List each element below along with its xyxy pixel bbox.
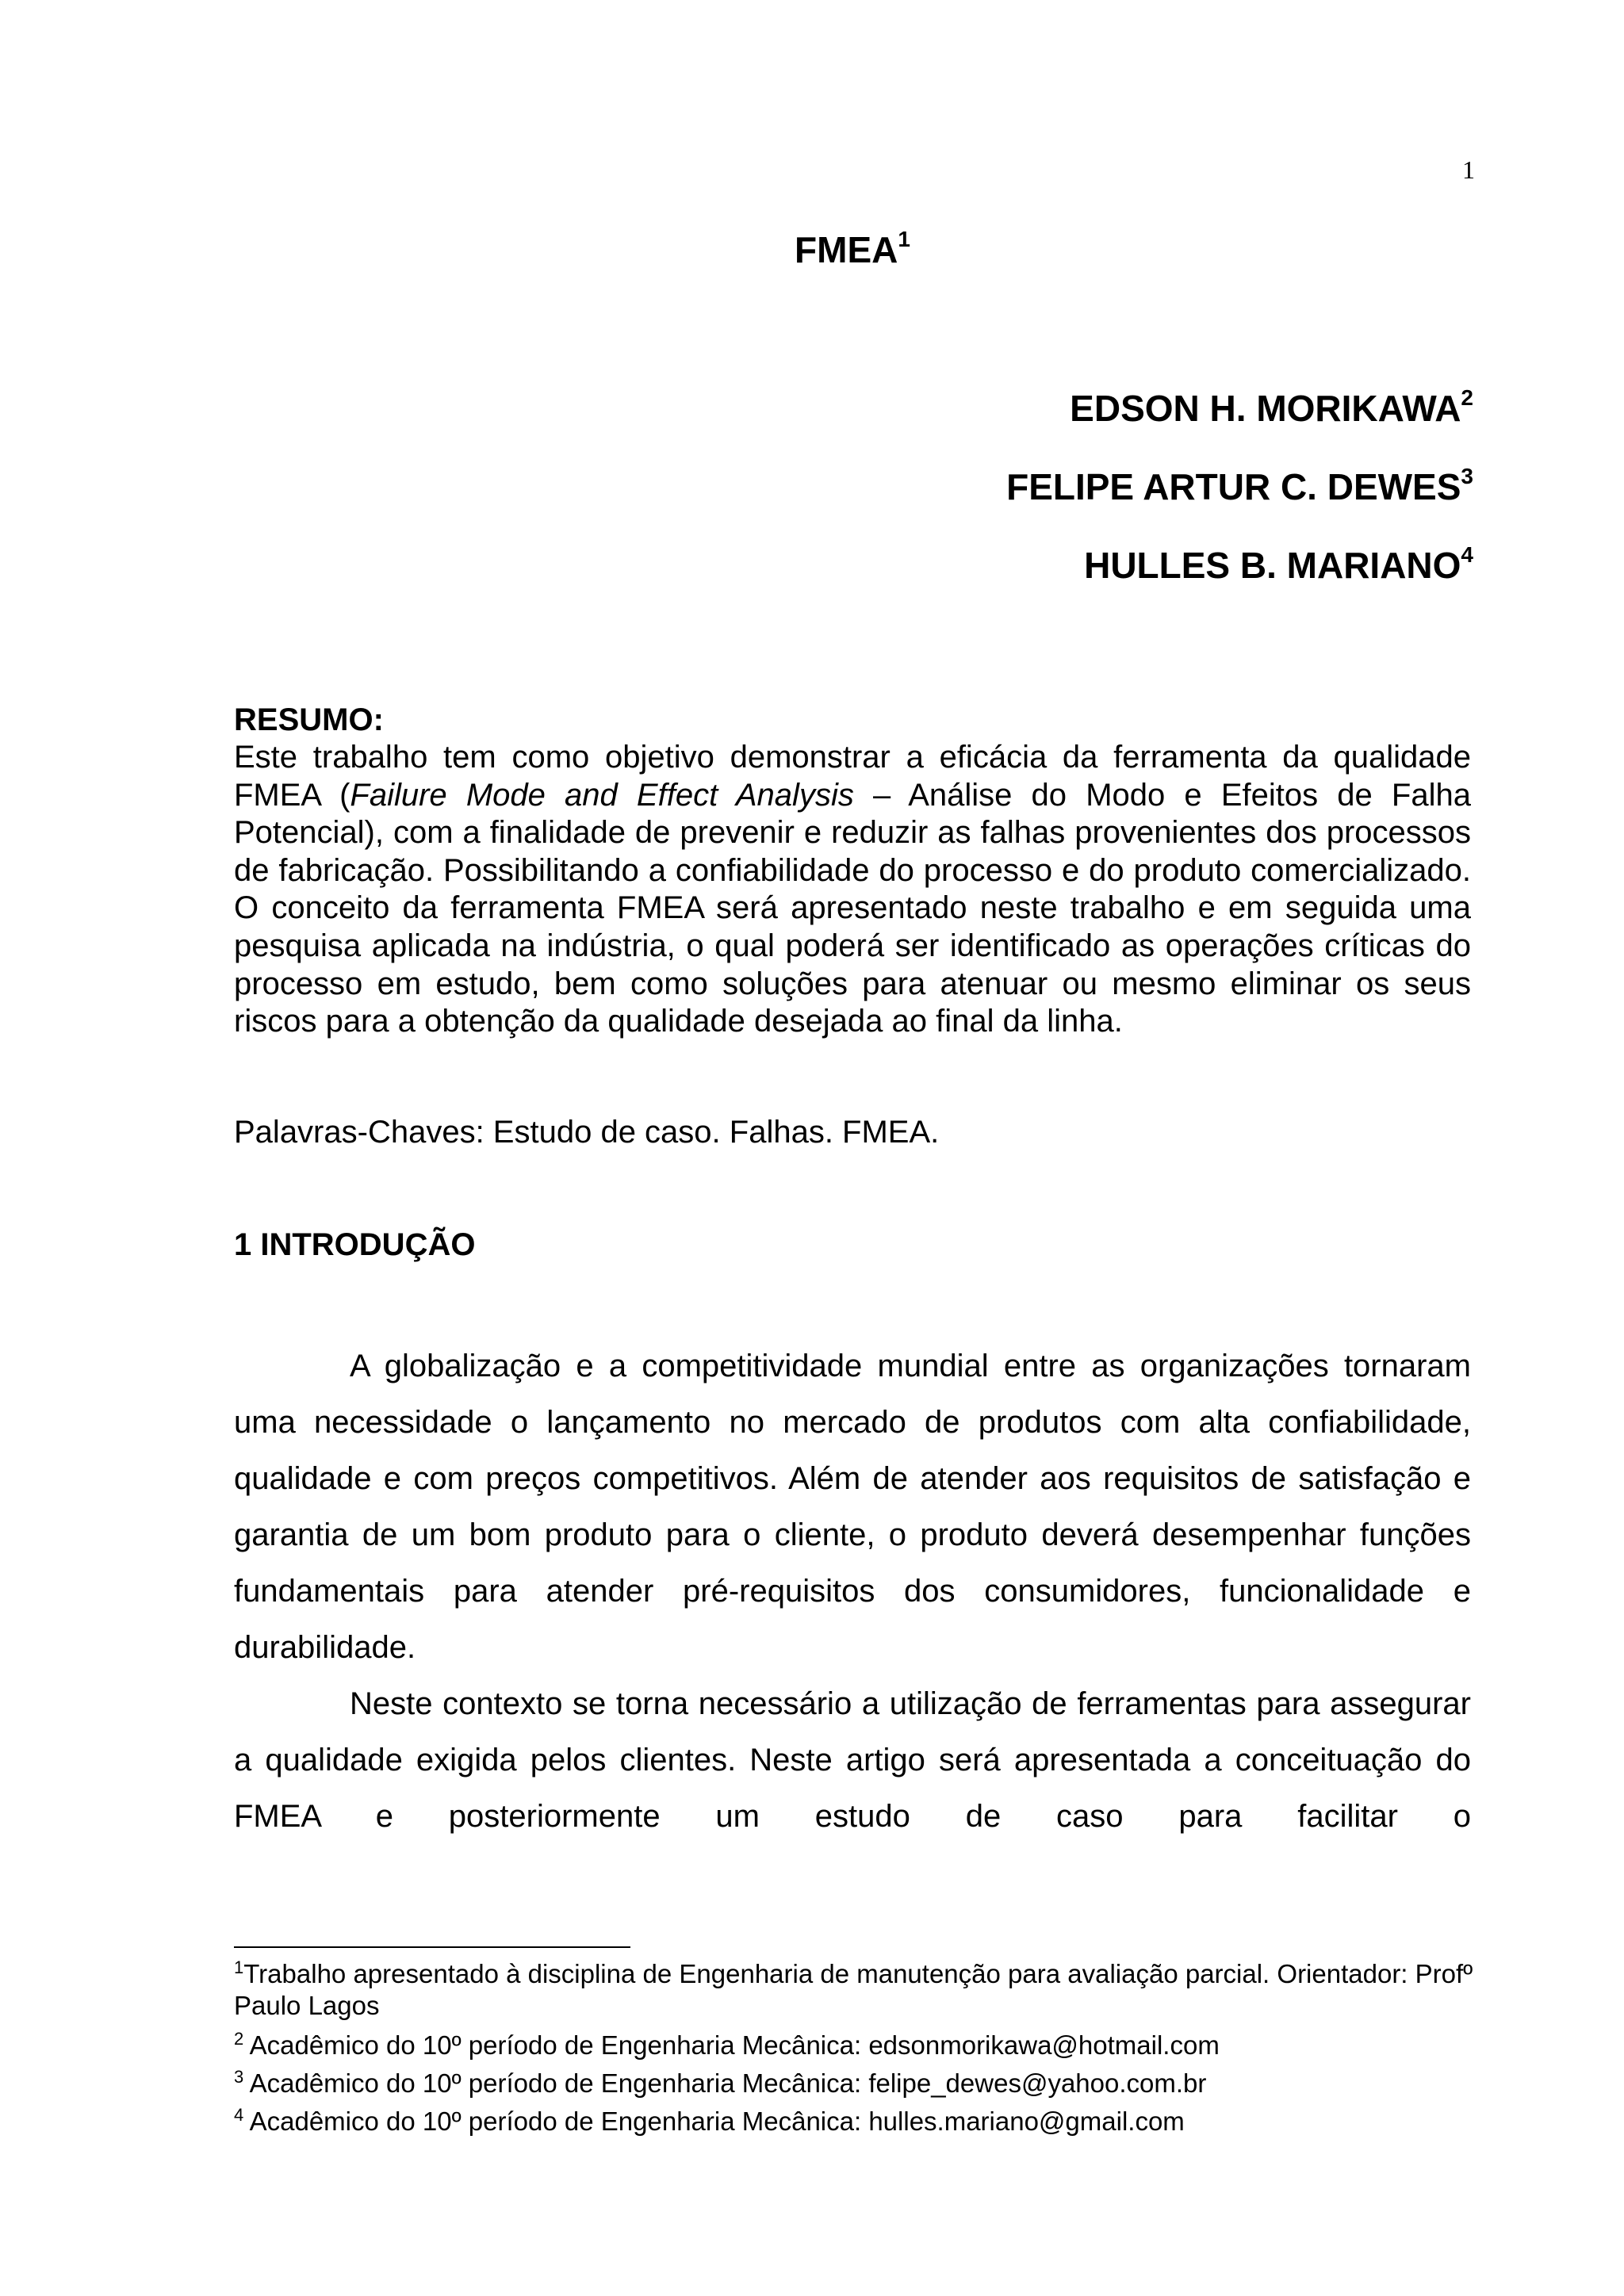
abstract-heading: RESUMO:	[234, 702, 384, 737]
introduction-paragraph-1	[234, 1338, 1471, 1676]
title-text: FMEA	[795, 229, 898, 270]
footnote-4	[234, 2099, 1503, 2137]
footnote-separator	[234, 1946, 630, 1948]
abstract-italic-term: Failure Mode and Effect Analysis	[350, 777, 854, 813]
paper-title	[0, 228, 1624, 271]
author-footnote-mark: 2	[1461, 385, 1473, 410]
abstract-text-start: Este trabalho tem como objetivo demonstrar a eficácia da ferramenta da qualidade FMEA (	[234, 740, 1471, 813]
author-3	[1084, 541, 1473, 587]
footnote-mark: 2	[234, 2029, 244, 2049]
author-2	[1006, 465, 1473, 508]
footnote-text: Acadêmico do 10º período de Engenharia Mecânica: felipe_dewes@yahoo.com.br	[243, 2068, 1207, 2098]
footnotes	[234, 1952, 1503, 2137]
abstract-body	[234, 739, 1471, 1041]
keywords: Palavras-Chaves: Estudo de caso. Falhas. FMEA.	[234, 1115, 940, 1150]
title-footnote-mark: 1	[898, 226, 910, 251]
author-name: FELIPE ARTUR C. DEWES	[1006, 466, 1461, 507]
author-name: EDSON H. MORIKAWA	[1070, 388, 1461, 429]
footnote-1	[234, 1952, 1503, 2022]
author-name: HULLES B. MARIANO	[1084, 545, 1461, 586]
footnote-2	[234, 2023, 1503, 2061]
body-paragraph: Neste contexto se torna necessário a utilização de ferramentas para assegurar a qualidade exigida pelos clientes. Neste artigo será apresentada a conceituação do FMEA e posteriormente um estudo de caso para facilitar o	[234, 1686, 1471, 1834]
abstract-paragraph	[234, 739, 1471, 1041]
footnote-text: Trabalho apresentado à disciplina de Engenharia de manutenção para avaliação parcial. Orientador: Profº Paulo Lagos	[234, 1959, 1473, 2020]
section-heading-introduction: 1 INTRODUÇÃO	[234, 1227, 476, 1262]
introduction-paragraph-2	[234, 1676, 1471, 1845]
author-1	[1070, 387, 1473, 430]
footnote-3	[234, 2061, 1503, 2099]
footnote-mark: 4	[234, 2105, 244, 2125]
author-footnote-mark: 3	[1461, 463, 1473, 488]
footnote-mark: 3	[234, 2067, 244, 2087]
footnote-text: Acadêmico do 10º período de Engenharia Mecânica: hulles.mariano@gmail.com	[243, 2107, 1185, 2136]
footnote-mark: 1	[234, 1957, 244, 1977]
page-number: 1	[1462, 155, 1475, 184]
footnote-text: Acadêmico do 10º período de Engenharia Mecânica: edsonmorikawa@hotmail.com	[243, 2030, 1220, 2060]
abstract-text-rest: – Análise do Modo e Efeitos de Falha Potencial), com a finalidade de prevenir e reduzir as falhas provenientes dos processos de fabricação. Possibilitando a confiabilidade do processo e do produto comercializado. O conceito da ferramenta FMEA será apresentado neste trabalho e em seguida uma pesquisa aplicada na indústria, o qual poderá ser identificado as operações críticas do processo em estudo, bem como soluções para atenuar ou mesmo eliminar os seus riscos para a obtenção da qualidade desejada ao final da linha.	[234, 777, 1471, 1039]
body-paragraph: A globalização e a competitividade mundial entre as organizações tornaram uma necessidade o lançamento no mercado de produtos com alta confiabilidade, qualidade e com preços competitivos. Além de atender aos requisitos de satisfação e garantia de um bom produto para o cliente, o produto deverá desempenhar funções fundamentais para atender pré-requisitos dos consumidores, funcionalidade e durabilidade.	[234, 1349, 1471, 1665]
author-footnote-mark: 4	[1461, 541, 1473, 567]
